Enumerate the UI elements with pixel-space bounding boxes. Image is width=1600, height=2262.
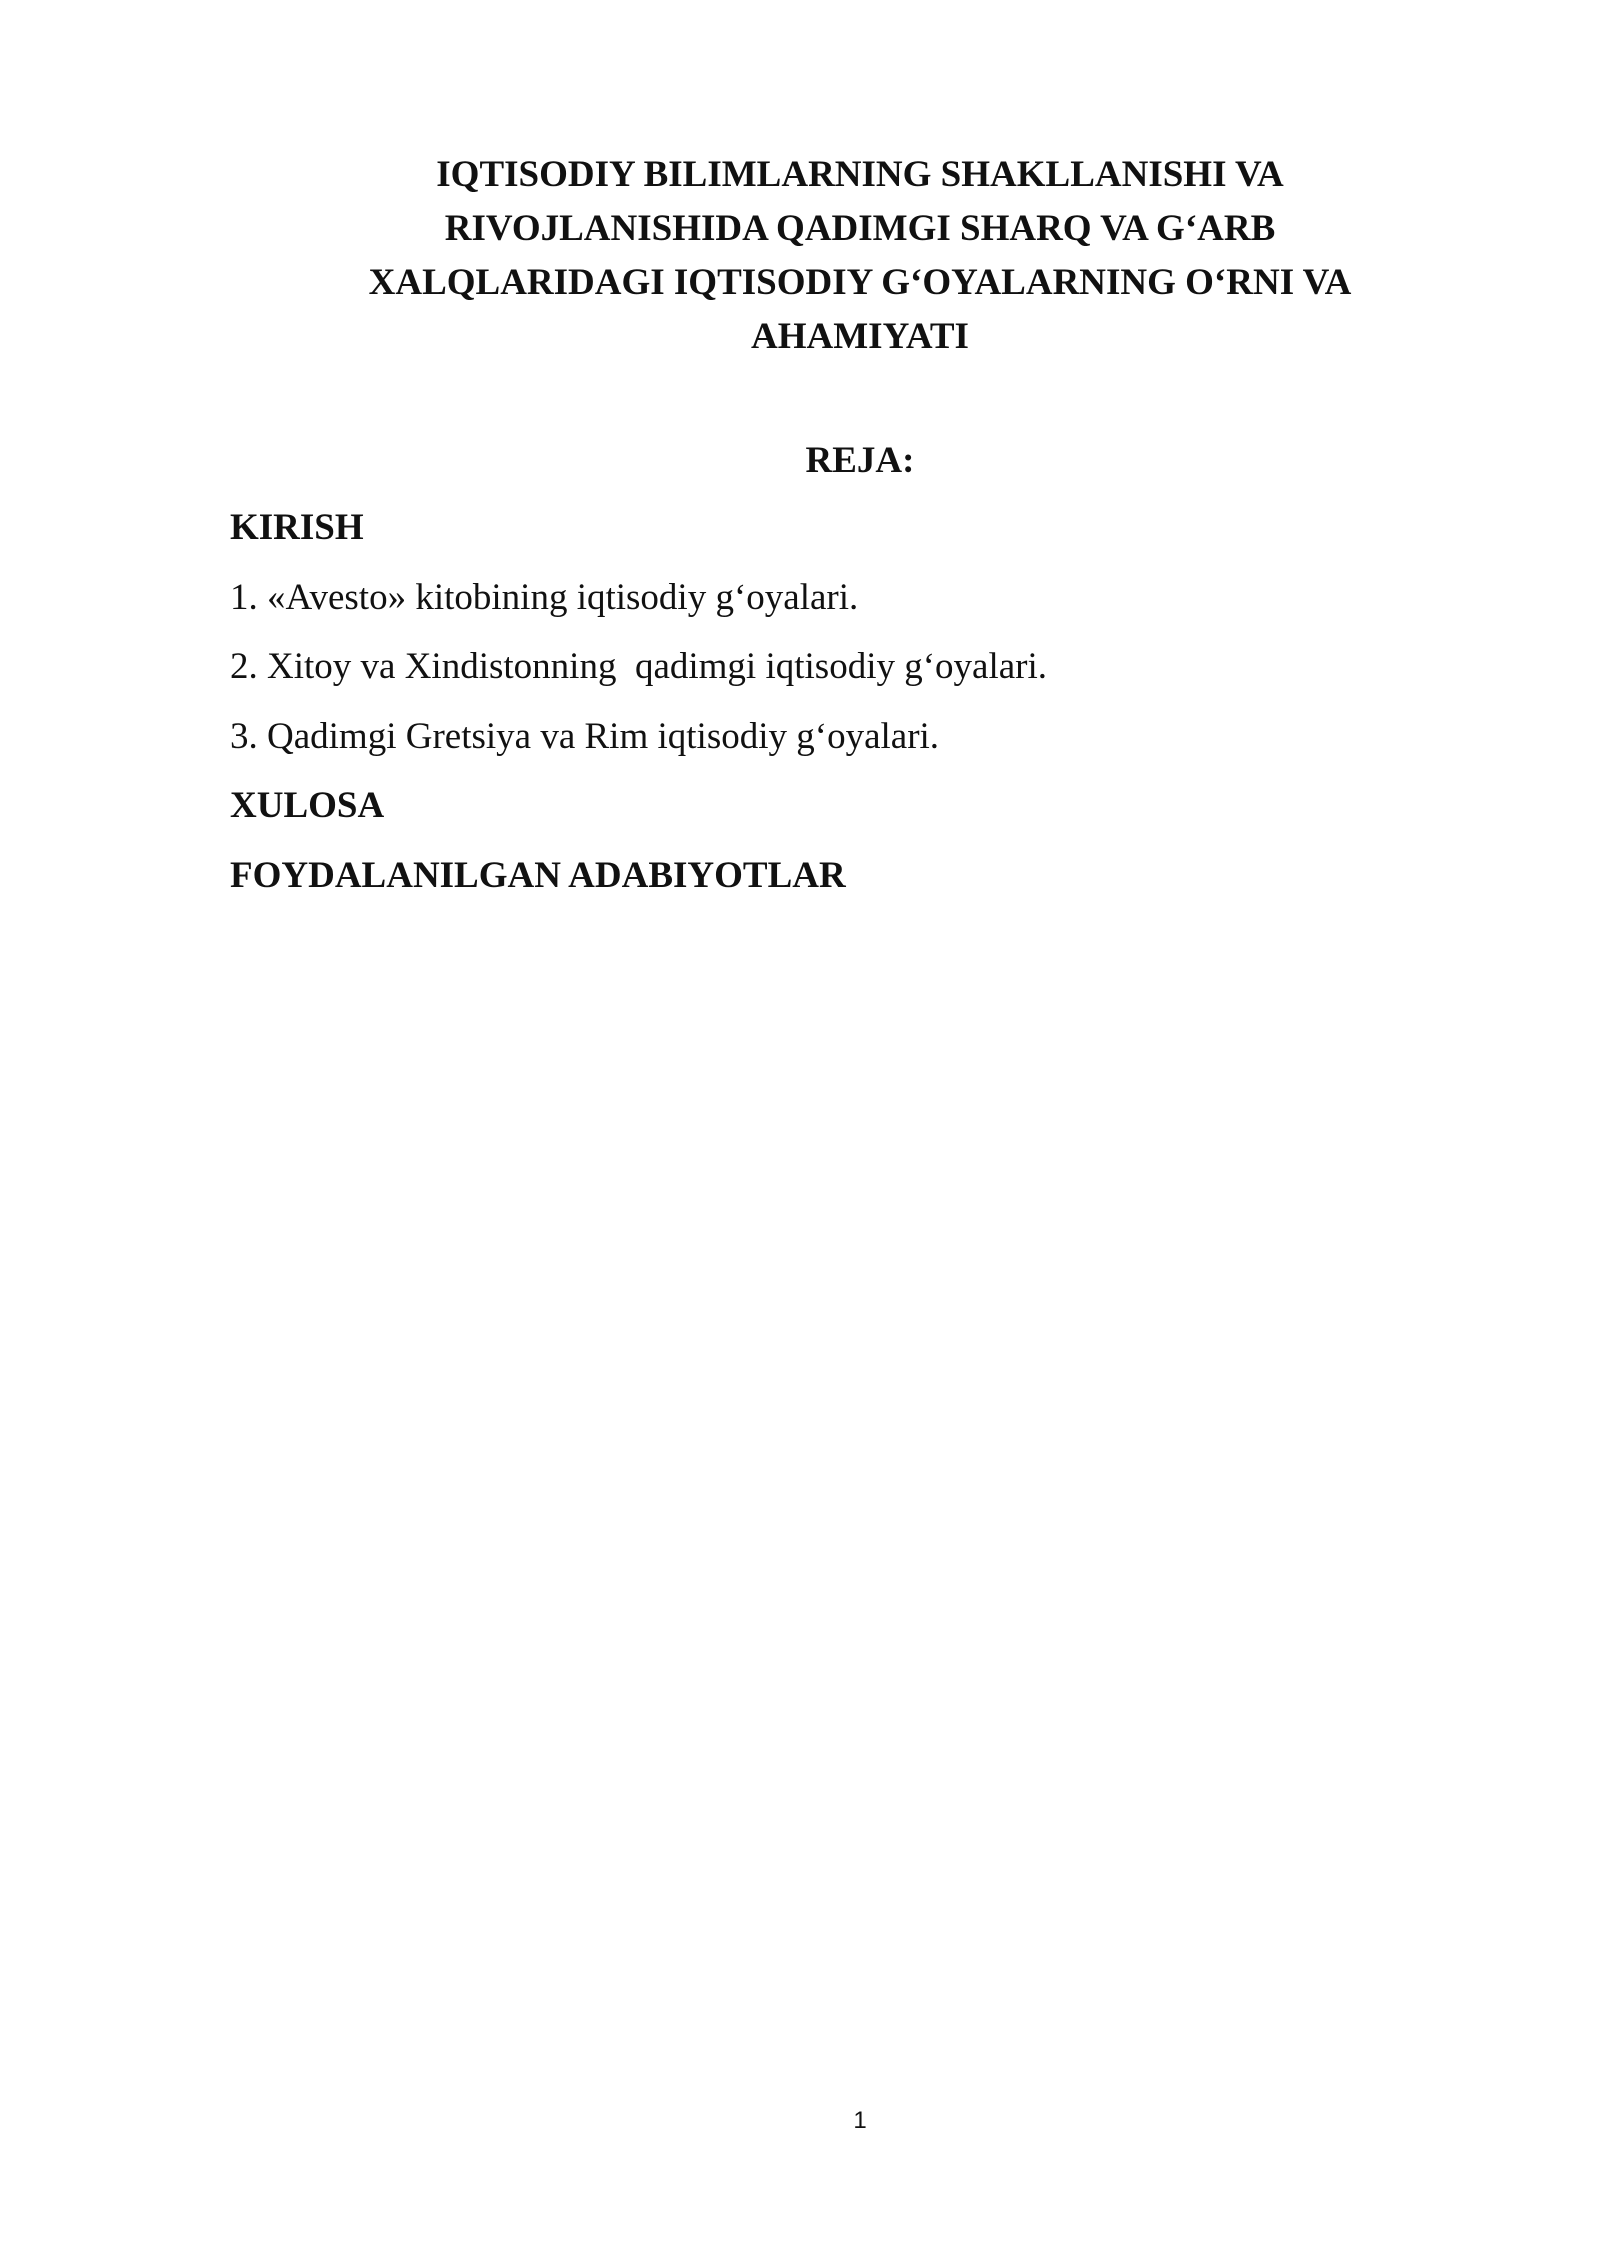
plan-item-references: FOYDALANILGAN ADABIYOTLAR [230,854,846,896]
page-number: 1 [853,2107,867,2134]
plan-heading: REJA: [805,440,915,481]
plan-item: 1. «Avesto» kitobining iqtisodiy g‘oyalari. [230,576,859,618]
plan-list [230,501,1420,918]
document-title [300,148,1420,364]
plan-item-introduction: KIRISH [230,507,364,548]
title-line: AHAMIYATI [751,316,969,357]
plan-item-conclusion: XULOSA [230,785,385,826]
title-line: IQTISODIY BILIMLARNING SHAKLLANISHI VA [436,154,1284,195]
title-line: RIVOJLANISHIDA QADIMGI SHARQ VA G‘ARB [444,208,1276,249]
plan-item: 2. Xitoy va Xindistonning qadimgi iqtisodiy g‘oyalari. [230,646,1048,687]
title-line: XALQLARIDAGI IQTISODIY G‘OYALARNING O‘RNI VA [368,262,1352,303]
plan-item: 3. Qadimgi Gretsiya va Rim iqtisodiy g‘oyalari. [230,715,940,757]
